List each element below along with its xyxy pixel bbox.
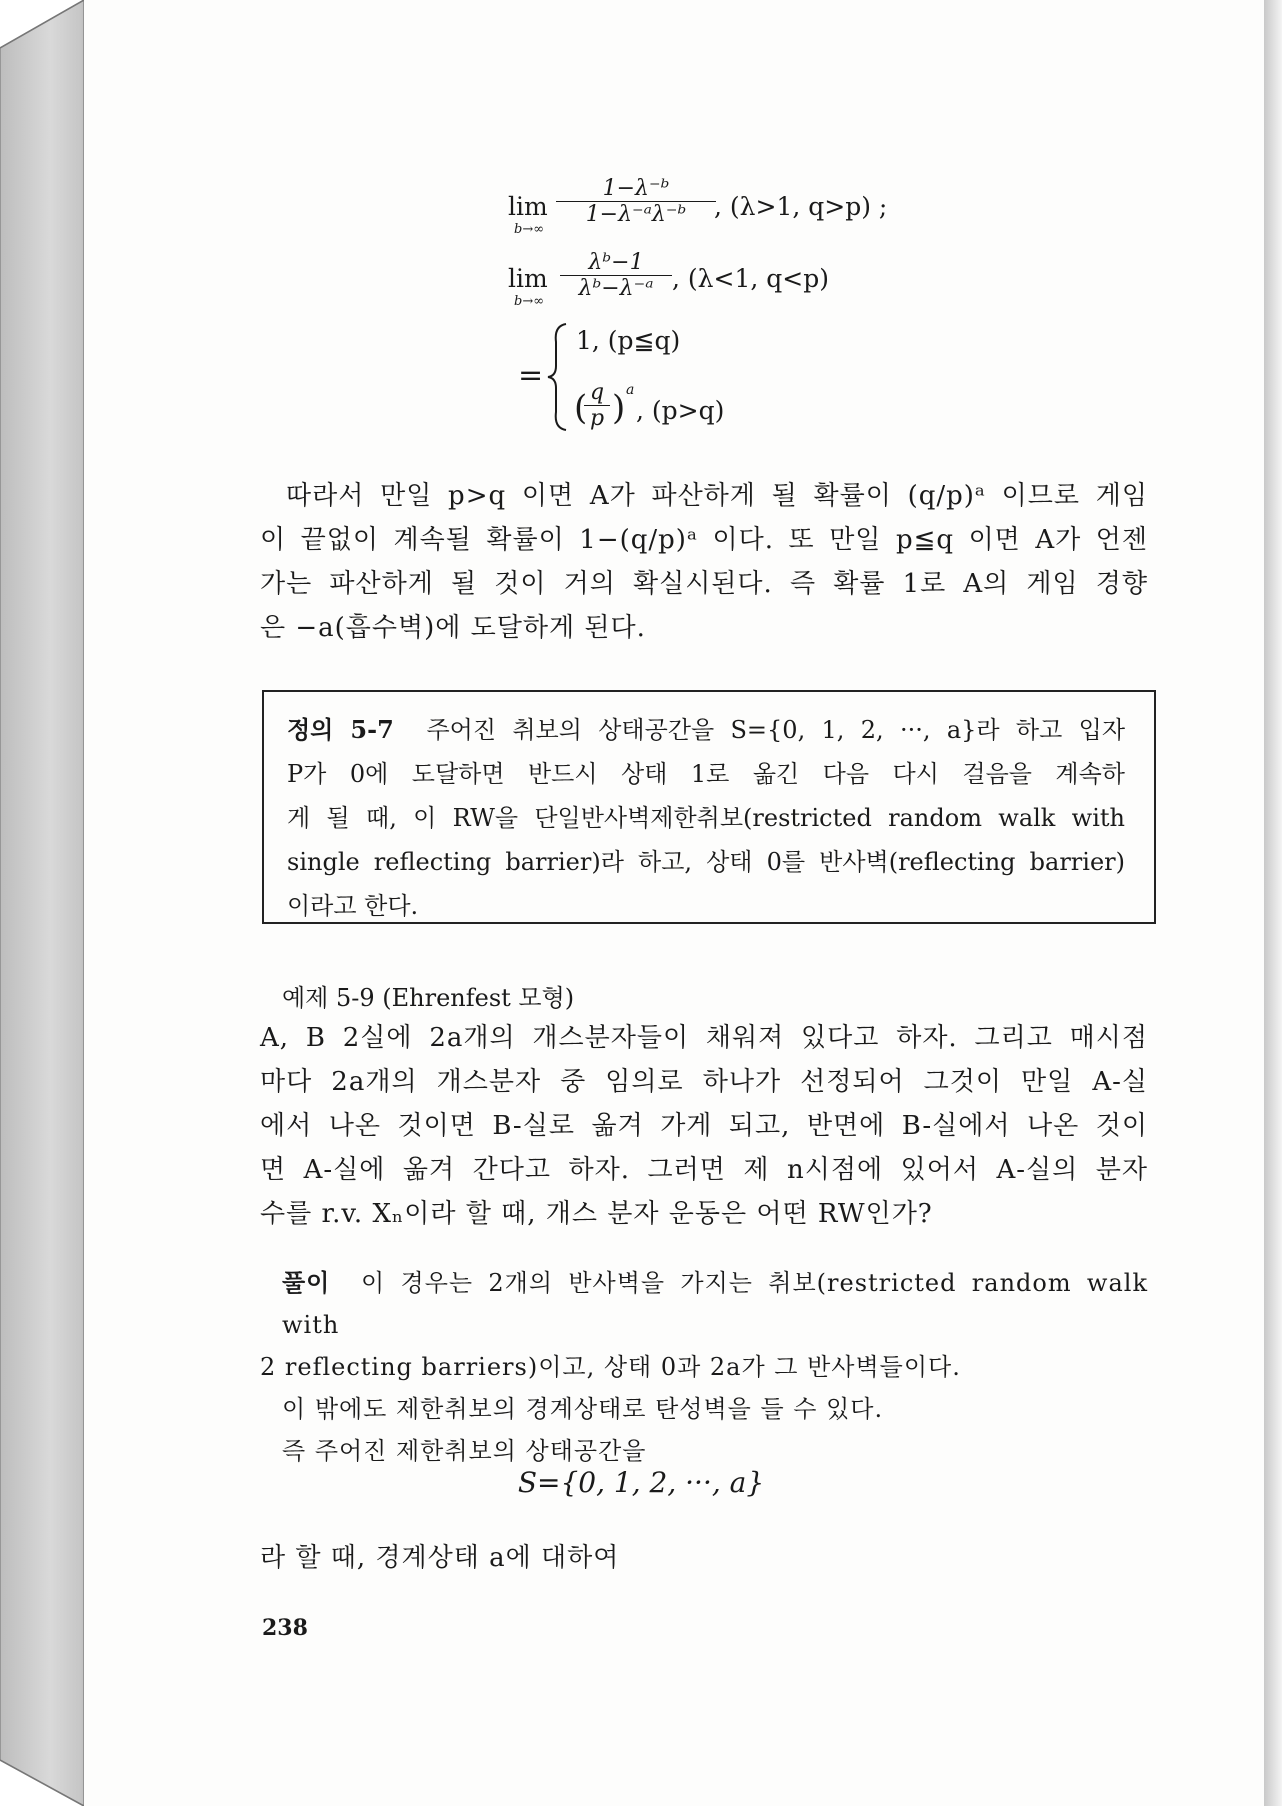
closing-line-container (260, 1536, 1148, 1580)
lim2-fraction (560, 250, 672, 301)
lim1-subscript: b→∞ (514, 222, 545, 237)
paragraph-1-line: 가는 파산하게 될 것이 거의 확실시된다. 즉 확률 1로 A의 게임 경향 (260, 569, 1148, 599)
solution-label: 풀이 (282, 1268, 331, 1297)
definition-text (287, 708, 1125, 928)
example-line: 수를 r.v. Xₙ이라 할 때, 개스 분자 운동은 어떤 RW인가? (260, 1199, 933, 1229)
definition-line: P가 0에 도달하면 반드시 상태 1로 옮긴 다음 다시 걸음을 계속하 (287, 760, 1125, 788)
example-title: 예제 5-9 (Ehrenfest 모형) (282, 984, 575, 1012)
solution-line: 2 reflecting barriers)이고, 상태 0과 2a가 그 반사벽들이다. (260, 1353, 961, 1381)
definition-line: single reflecting barrier)라 하고, 상태 0를 반사벽(reflecting barrier) (287, 848, 1125, 876)
solution-line: 이 밖에도 제한취보의 경계상태로 탄성벽을 들 수 있다. (282, 1395, 884, 1423)
page-edge-shadow (1264, 0, 1282, 1806)
solution-line: 즉 주어진 제한취보의 상태공간을 (282, 1437, 647, 1465)
example-line: A, B 2실에 2a개의 개스분자들이 채워져 있다고 하자. 그리고 매시점 (260, 1023, 1148, 1053)
case-1: 1, (p≦q) (576, 326, 681, 355)
case2-close-paren: ) (612, 388, 626, 428)
case2-open-paren: ( (574, 388, 588, 428)
paragraph-1 (260, 474, 1148, 650)
case2-denominator: p (589, 406, 605, 431)
lim2-condition: , (λ<1, q<p) (672, 264, 829, 293)
definition-line: 게 될 때, 이 RW을 단일반사벽제한취보(restricted random walk with (287, 804, 1125, 832)
lim2-denominator: λᵇ−λ⁻ᵃ (578, 276, 654, 301)
case2-exponent: a (626, 382, 635, 398)
example-line: 에서 나온 것이면 B-실로 옮겨 가게 되고, 반면에 B-실에서 나온 것이 (260, 1111, 1148, 1141)
lim1-fraction (556, 176, 716, 227)
lim1-label: lim (508, 192, 548, 221)
lim1-condition: , (λ>1, q>p) ; (714, 192, 888, 221)
example-line: 면 A-실에 옮겨 간다고 하자. 그러면 제 n시점에 있어서 A-실의 분자 (260, 1155, 1148, 1185)
example-line: 마다 2a개의 개스분자 중 임의로 하나가 선정되어 그것이 만일 A-실 (260, 1067, 1148, 1097)
closing-line: 라 할 때, 경계상태 a에 대하여 (260, 1543, 620, 1573)
paragraph-1-line: 은 −a(흡수벽)에 도달하게 된다. (260, 613, 646, 643)
lim1-numerator: 1−λ⁻ᵇ (602, 176, 670, 201)
solution-body (260, 1262, 1148, 1472)
case2-fraction (584, 380, 610, 431)
paragraph-1-line: 따라서 만일 p>q 이면 A가 파산하게 될 확률이 (q/p)ᵃ 이므로 게임 (286, 481, 1148, 511)
solution-line: 풀이 이 경우는 2개의 반사벽을 가지는 취보(restricted random walk with (282, 1268, 1148, 1339)
paragraph-1-line: 이 끝없이 계속될 확률이 1−(q/p)ᵃ 이다. 또 만일 p≦q 이면 A가 언젠 (260, 525, 1148, 555)
definition-line: 이라고 한다. (287, 892, 419, 920)
example-body (260, 1016, 1148, 1236)
definition-label: 정의 5-7 (287, 715, 394, 744)
lim2-subscript: b→∞ (514, 294, 545, 309)
page-number: 238 (262, 1615, 308, 1641)
book-spine (0, 0, 84, 1806)
equals-sign: = (518, 358, 544, 393)
left-brace-icon (546, 322, 570, 432)
case2-numerator: q (589, 380, 605, 405)
lim2-numerator: λᵇ−1 (588, 250, 644, 275)
lim2-label: lim (508, 264, 548, 293)
case-2-condition: , (p>q) (636, 396, 725, 425)
state-space-equation: S={0, 1, 2, ···, a} (517, 1466, 765, 1499)
definition-line: 정의 5-7 주어진 취보의 상태공간을 S={0, 1, 2, ···, a}라 하고 입자 (287, 715, 1125, 744)
lim1-denominator: 1−λ⁻ᵃλ⁻ᵇ (585, 202, 687, 227)
